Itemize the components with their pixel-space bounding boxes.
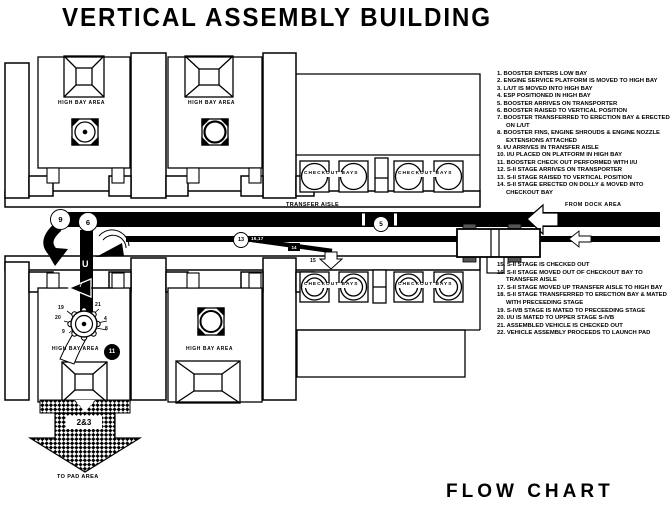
erection-callout-8: 8 <box>105 326 108 332</box>
flow-step: 16. S-II STAGE MOVED OUT OF CHECKOUT BAY TO TRANSFER AISLE <box>497 269 643 284</box>
flow-step: 1. BOOSTER ENTERS LOW BAY <box>497 71 588 77</box>
step-marker-6: 6 <box>78 212 98 232</box>
flow-step: 15. S-II STAGE IS CHECKED OUT <box>497 262 590 268</box>
flow-step: 22. VEHICLE ASSEMBLY PROCEEDS TO LAUNCH PAD <box>497 330 651 337</box>
flow-step: 6. BOOSTER RAISED TO VERTICAL POSITION <box>497 108 628 115</box>
pad-arrow <box>30 400 140 472</box>
erection-callout-20: 20 <box>55 315 61 321</box>
flow-steps-list-upper <box>497 71 670 197</box>
erection-callout-9: 9 <box>62 329 65 335</box>
flow-step: 21. ASSEMBLED VEHICLE IS CHECKED OUT <box>497 322 623 329</box>
flow-step: 7. BOOSTER TRANSFERRED TO ERECTION BAY & ERECTED ON L/UT <box>497 115 670 129</box>
flow-step: 8. BOOSTER FINS, ENGINE SHROUDS & ENGINE NOZZLE EXTENSIONS ATTACHED <box>497 130 660 144</box>
flow-chart-label: FLOW CHART <box>446 481 614 502</box>
flow-steps-list-lower <box>497 262 670 338</box>
pad-arrow-steps-label: 2&3 <box>66 416 102 429</box>
flow-step: 3. L/UT IS MOVED INTO HIGH BAY <box>497 85 593 92</box>
step-marker-5: 5 <box>373 216 389 232</box>
step17-arrowhead-icon <box>96 243 124 257</box>
step-marker-17: 17 <box>103 246 109 251</box>
flow-step: 20. I/U IS MATED TO UPPER STAGE S-IVB <box>497 315 615 322</box>
step-marker-14: 14 <box>288 243 300 251</box>
flow-step: 17. S-II STAGE MOVED UP TRANSFER AISLE TO HIGH BAY <box>497 284 663 291</box>
flow-step: 2. ENGINE SERVICE PLATFORM IS MOVED TO HIGH BAY <box>497 78 658 85</box>
step-marker-13: 13 <box>233 232 249 248</box>
step-marker-9: 9 <box>50 209 71 230</box>
checkout-bays-label: CHECKOUT BAYS <box>304 171 359 176</box>
checkout-bays-label: CHECKOUT BAYS <box>304 282 359 287</box>
checkout-bays-label: CHECKOUT BAYS <box>398 282 453 287</box>
flow-step: 18. S-II STAGE TRANSFERRED TO ERECTION BAY & MATED WITH PRECEEDING STAGE <box>497 292 667 306</box>
high-bay-area-label: HIGH BAY AREA <box>52 346 100 352</box>
erection-callout-21: 21 <box>95 302 101 308</box>
hoist-shackle-icon: U <box>82 259 89 269</box>
erection-callout-4: 4 <box>104 316 107 322</box>
step-marker-7: 7 <box>79 283 83 289</box>
flow-step: 14. S-II STAGE ERECTED ON DOLLY & MOVED INTO CHECKOUT BAY <box>497 182 644 196</box>
high-bay-area-label: HIGH BAY AREA <box>186 346 234 352</box>
flow-step: 5. BOOSTER ARRIVES ON TRANSPORTER <box>497 100 618 107</box>
step-marker-11: 11 <box>104 344 120 360</box>
step-marker-16-17: 16,17 <box>251 235 264 241</box>
page-title: VERTICAL ASSEMBLY BUILDING <box>62 2 492 32</box>
flow-step: 10. I/U PLACED ON PLATFORM IN HIGH BAY <box>497 152 623 159</box>
step-marker-15: 15 <box>310 258 316 264</box>
to-pad-area-label: TO PAD AREA <box>57 474 99 480</box>
flow-step: 9. I/U ARRIVES IN TRANSFER AISLE <box>497 145 599 152</box>
high-bay-area-label: HIGH BAY AREA <box>188 100 236 106</box>
transfer-aisle-label: TRANSFER AISLE <box>286 202 340 208</box>
high-bay-area-label: HIGH BAY AREA <box>58 100 106 106</box>
flow-step: 11. BOOSTER CHECK OUT PERFORMED WITH I/U <box>497 159 638 166</box>
from-dock-area-label: FROM DOCK AREA <box>565 202 622 208</box>
erection-callout-19: 19 <box>58 305 64 311</box>
line-left-arrow-icon <box>569 231 591 247</box>
flow-step: 13. S-II STAGE RAISED TO VERTICAL POSITION <box>497 174 632 181</box>
flow-step: 19. S-IVB STAGE IS MATED TO PRECEEDING STAGE <box>497 307 646 314</box>
transfer-aisle-bar <box>62 202 660 234</box>
checkout-bays-label: CHECKOUT BAYS <box>398 171 453 176</box>
flow-step: 12. S-II STAGE ARRIVES ON TRANSPORTER <box>497 167 623 174</box>
flow-step: 4. ESP POSITIONED IN HIGH BAY <box>497 93 591 100</box>
